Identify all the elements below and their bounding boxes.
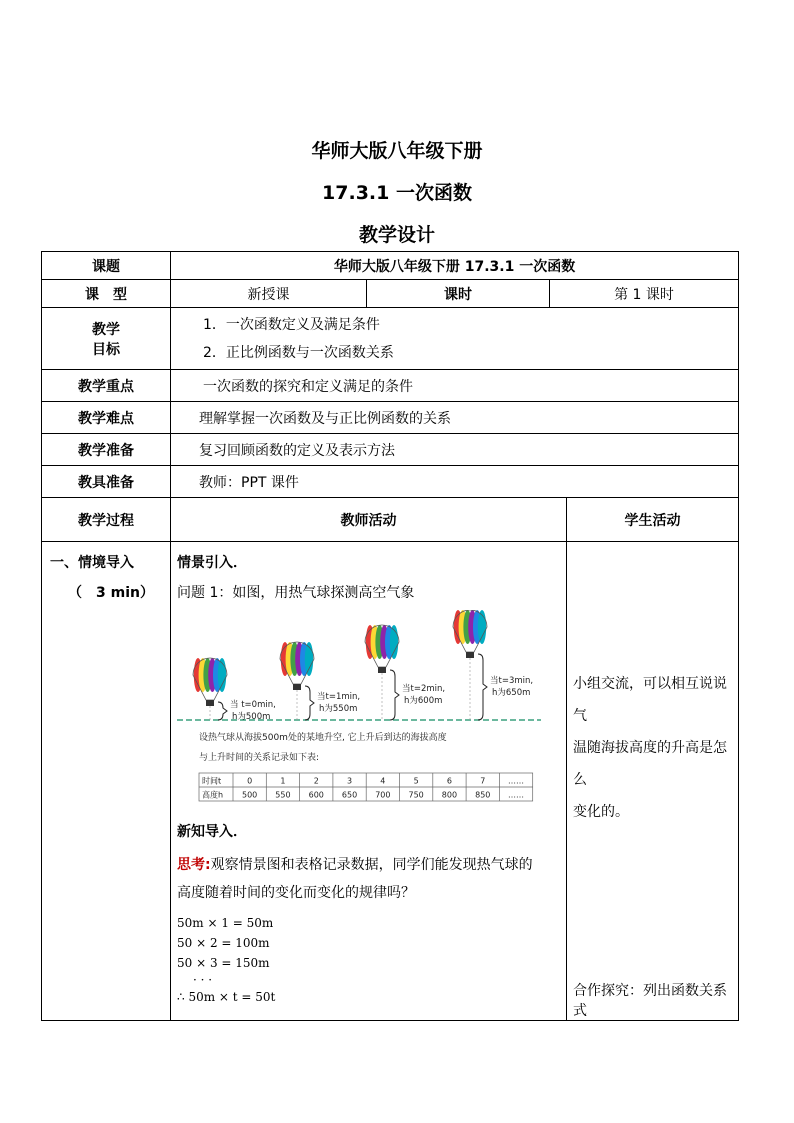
question-1: 问题 1：如图，用热气球探测高空气象 bbox=[177, 585, 415, 601]
new-heading: 新知导入． bbox=[177, 824, 247, 840]
doc-title-line3: 教学设计 bbox=[358, 224, 435, 246]
student1-line-1: 小组交流，可以相互说说气 bbox=[573, 676, 727, 724]
row-topic bbox=[42, 252, 739, 280]
data-table-time-cell: 0 bbox=[247, 776, 253, 786]
figure-description-line1: 设热气球从海拔500m处的某地升空, 它上升后到达的海拔高度 bbox=[199, 733, 447, 743]
time-label: 当t=2min, bbox=[402, 684, 446, 694]
math-line-1: 50m × 1 = 50m bbox=[177, 916, 274, 930]
process-col3-header: 学生活动 bbox=[567, 498, 739, 542]
difficulty-label: 教学难点 bbox=[42, 402, 171, 434]
key-value: 一次函数的探究和定义满足的条件 bbox=[171, 370, 739, 402]
student1-line-2: 温随海拔高度的升高是怎么 bbox=[573, 740, 727, 788]
data-table-height-cell: …… bbox=[508, 790, 525, 800]
data-table-height-cell: 600 bbox=[308, 790, 324, 800]
row-goals bbox=[42, 308, 739, 370]
time-label: 当t=1min, bbox=[317, 692, 361, 702]
row-prep bbox=[42, 434, 739, 466]
height-label: h为500m bbox=[232, 712, 271, 722]
data-table-height-cell: 700 bbox=[375, 790, 391, 800]
prep-label: 教学准备 bbox=[42, 434, 171, 466]
type-label: 课 型 bbox=[42, 280, 171, 308]
data-table-time-cell: 4 bbox=[380, 776, 386, 786]
student1-line-3: 变化的。 bbox=[573, 804, 629, 820]
math-line-3: 50 × 3 = 150m bbox=[177, 956, 270, 970]
math-line-2: 50 × 2 = 100m bbox=[177, 936, 270, 950]
balloon-basket bbox=[378, 667, 386, 673]
student-activity-2: 合作探究：列出函数关系式 bbox=[573, 983, 727, 1019]
hours-label: 课时 bbox=[367, 280, 550, 308]
type-value: 新授课 bbox=[171, 280, 367, 308]
row-stage1 bbox=[42, 542, 739, 1021]
stage1-teacher-cell bbox=[171, 542, 567, 1021]
data-table-time-cell: 7 bbox=[480, 776, 486, 786]
lesson-plan-table bbox=[41, 251, 739, 1021]
goals-value bbox=[171, 308, 739, 370]
process-col1-header: 教学过程 bbox=[42, 498, 171, 542]
data-table-time-cell: 2 bbox=[313, 776, 319, 786]
tools-label: 教具准备 bbox=[42, 466, 171, 498]
goal-item-1: 1．一次函数定义及满足条件 bbox=[203, 316, 380, 333]
data-table-time-cell: 1 bbox=[280, 776, 286, 786]
stage1-student-cell bbox=[567, 542, 739, 1021]
key-label: 教学重点 bbox=[42, 370, 171, 402]
time-label: 当t=3min, bbox=[490, 676, 534, 686]
balloon-basket bbox=[293, 684, 301, 690]
data-table-height-cell: 650 bbox=[341, 790, 358, 800]
tools-value: 教师：PPT 课件 bbox=[171, 466, 739, 498]
data-table-height-cell: 800 bbox=[441, 790, 458, 800]
row-type bbox=[42, 280, 739, 308]
stage1-label-cell bbox=[42, 542, 171, 1021]
data-table-height-cell: 550 bbox=[275, 790, 291, 800]
topic-label: 课题 bbox=[42, 252, 171, 280]
difficulty-value: 理解掌握一次函数及与正比例函数的关系 bbox=[171, 402, 739, 434]
math-line-4: · · · bbox=[193, 973, 213, 987]
figure-description-line2: 与上升时间的关系记录如下表: bbox=[199, 753, 320, 763]
data-table-time-cell: …… bbox=[508, 776, 525, 786]
height-label: h为550m bbox=[319, 704, 358, 714]
math-line-5: ∴ 50m × t = 50t bbox=[177, 990, 276, 1004]
balloon-figure-svg bbox=[177, 610, 541, 807]
height-label: h为650m bbox=[492, 688, 531, 698]
data-table-time-cell: 6 bbox=[446, 776, 452, 786]
goal-item-2: 2．正比例函数与一次函数关系 bbox=[203, 344, 394, 361]
row-tools bbox=[42, 466, 739, 498]
height-label: h为600m bbox=[404, 696, 443, 706]
topic-value: 华师大版八年级下册 17.3.1 一次函数 bbox=[171, 252, 739, 280]
goals-label bbox=[42, 308, 171, 370]
data-table-height-cell: 500 bbox=[242, 790, 258, 800]
row-process-header bbox=[42, 498, 739, 542]
data-table-time-cell: 5 bbox=[413, 776, 419, 786]
data-table-row2-label: 高度h bbox=[202, 790, 224, 800]
data-table-row1-label: 时间t bbox=[202, 776, 222, 786]
row-difficulty bbox=[42, 402, 739, 434]
data-table-height-cell: 750 bbox=[408, 790, 424, 800]
data-table-height-cell: 850 bbox=[475, 790, 491, 800]
row-key bbox=[42, 370, 739, 402]
stage1-name: 一、情境导入 bbox=[50, 555, 134, 571]
math-derivation bbox=[171, 907, 566, 1007]
think-label: 思考: bbox=[177, 857, 211, 873]
balloon-figure bbox=[177, 610, 541, 807]
hours-value: 第 1 课时 bbox=[550, 280, 739, 308]
think-line2: 高度随着时间的变化而变化的规律吗？ bbox=[177, 885, 415, 901]
goals-label-line2: 目标 bbox=[92, 341, 120, 358]
balloon-basket bbox=[466, 652, 474, 658]
prep-value: 复习回顾函数的定义及表示方法 bbox=[171, 434, 739, 466]
think-line1: 观察情景图和表格记录数据，同学们能发现热气球的 bbox=[210, 857, 533, 873]
process-col2-header: 教师活动 bbox=[171, 498, 567, 542]
doc-title-line2: 17.3.1 一次函数 bbox=[322, 182, 472, 204]
goals-label-line1: 教学 bbox=[92, 321, 120, 338]
doc-title-line1: 华师大版八年级下册 bbox=[311, 140, 483, 162]
time-label: 当 t=0min, bbox=[230, 700, 276, 710]
intro-heading: 情景引入． bbox=[177, 555, 247, 571]
stage1-time: （ 3 min） bbox=[68, 585, 154, 601]
balloon-basket bbox=[206, 700, 214, 706]
student-activity-1 bbox=[567, 542, 738, 828]
think-paragraph bbox=[171, 841, 566, 907]
data-table-time-cell: 3 bbox=[347, 776, 353, 786]
